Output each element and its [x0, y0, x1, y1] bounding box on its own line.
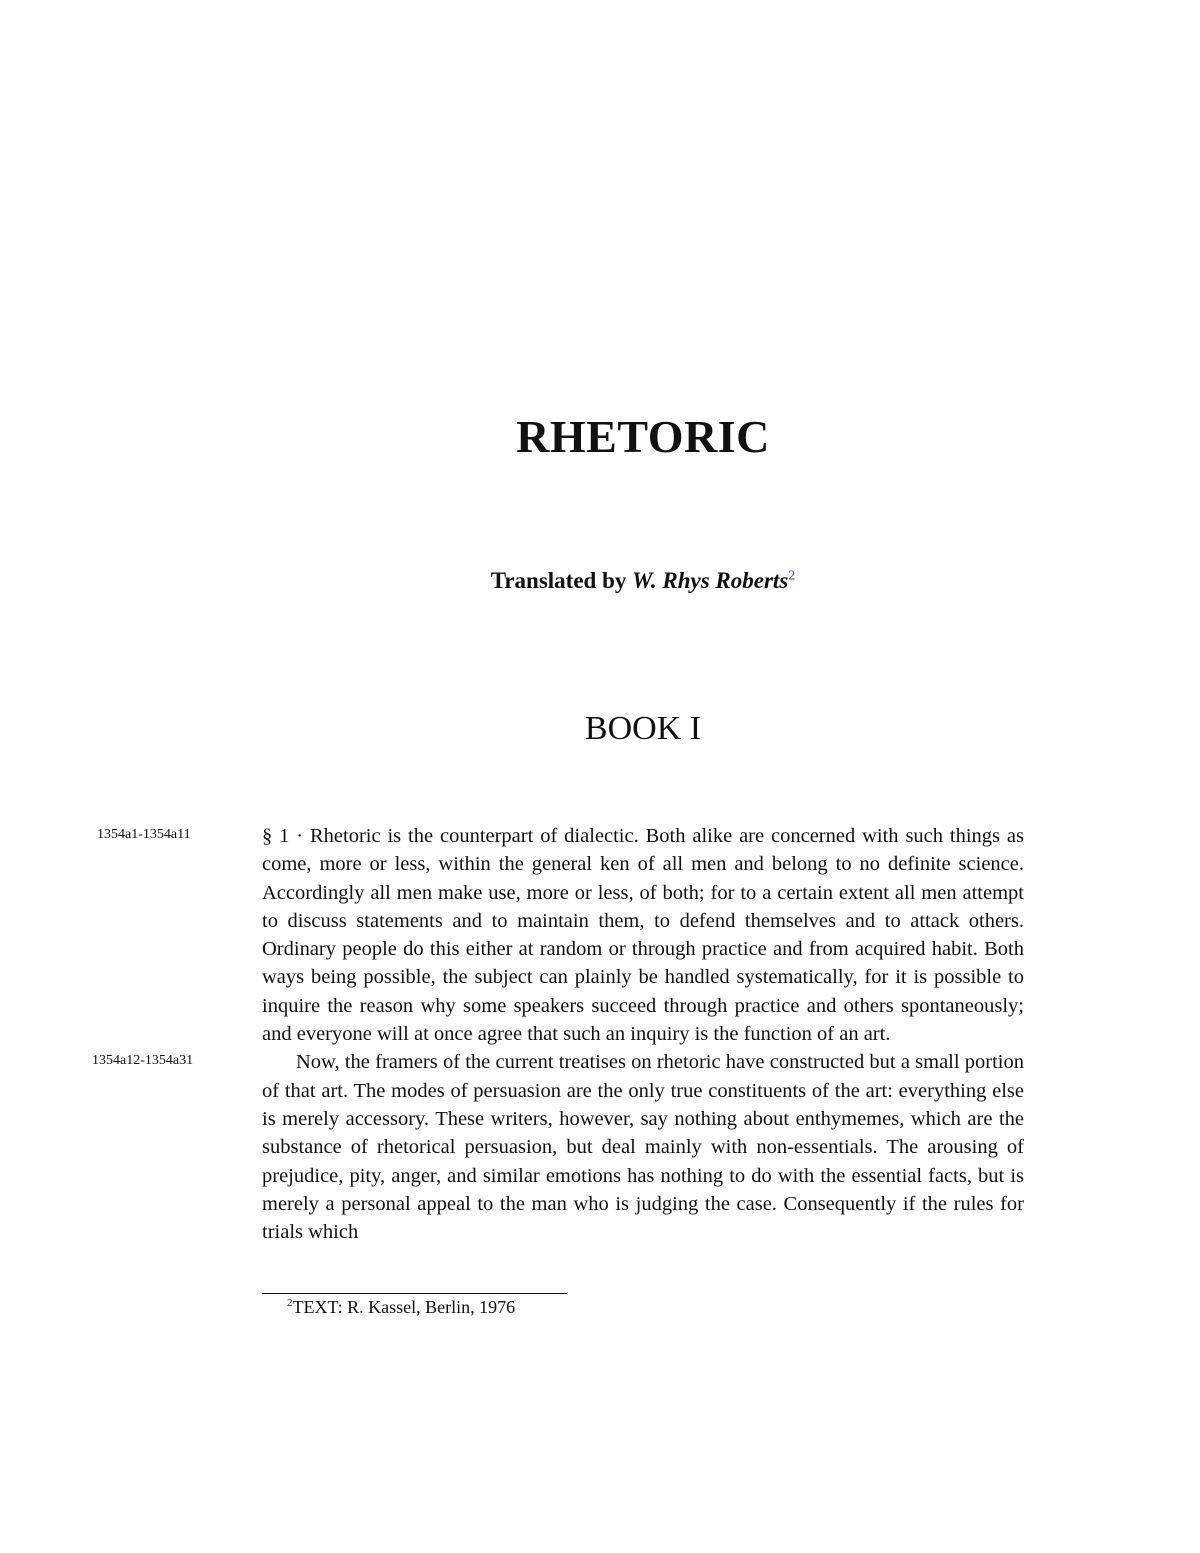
paragraph-text: § 1 · Rhetoric is the counterpart of dialectic. Both alike are concerned with such things as come, more or less, within the general ken of all men and belong to no definite science. Accordingly all men make use, more or less, of both; for to a certain extent all men attempt to discuss statements and to maintain them, to defend themselves and to attack others. Ordinary people do this either at random or through practice and from acquired habit. Both ways being possible, the subject can plainly be handled systematically, for it is possible to inquire the reason why some speakers succeed through practice and others spontaneously; and everyone will at once agree that such an inquiry is the function of an art.: [262, 825, 1024, 1046]
translator-name: W. Rhys Roberts: [632, 568, 789, 593]
document-title: RHETORIC: [516, 411, 770, 462]
main-text: [92, 822, 1024, 1246]
marginal-reference: 1354a12-1354a31: [92, 1053, 194, 1069]
footnote-text: TEXT: R. Kassel, Berlin, 1976: [292, 1297, 516, 1317]
paragraph-text: Now, the framers of the current treatises on rhetoric have constructed but a small portion of that art. The modes of persuasion are the only true constituents of the art: everything else is merely accessory. These writers, however, say nothing about enthymemes, which are the substance of rhetorical persuasion, but deal mainly with non-essentials. The arousing of prejudice, pity, anger, and similar emotions has nothing to do with the essential facts, but is merely a personal appeal to the man who is judging the case. Consequently if the rules for trials which: [262, 1051, 1024, 1244]
footnote-number: 2: [287, 1297, 293, 1309]
paragraph-2: [92, 1048, 1024, 1246]
footnote-reference-link[interactable]: 2: [788, 568, 796, 584]
translator-line: [0, 568, 1200, 594]
book-heading: BOOK I: [584, 710, 702, 747]
marginal-reference: 1354a1-1354a11: [97, 827, 191, 842]
translator-prefix: Translated by: [490, 568, 627, 593]
footnote-divider: [262, 1293, 567, 1294]
footnote: [287, 1297, 515, 1318]
paragraph-1: [97, 822, 1024, 1048]
